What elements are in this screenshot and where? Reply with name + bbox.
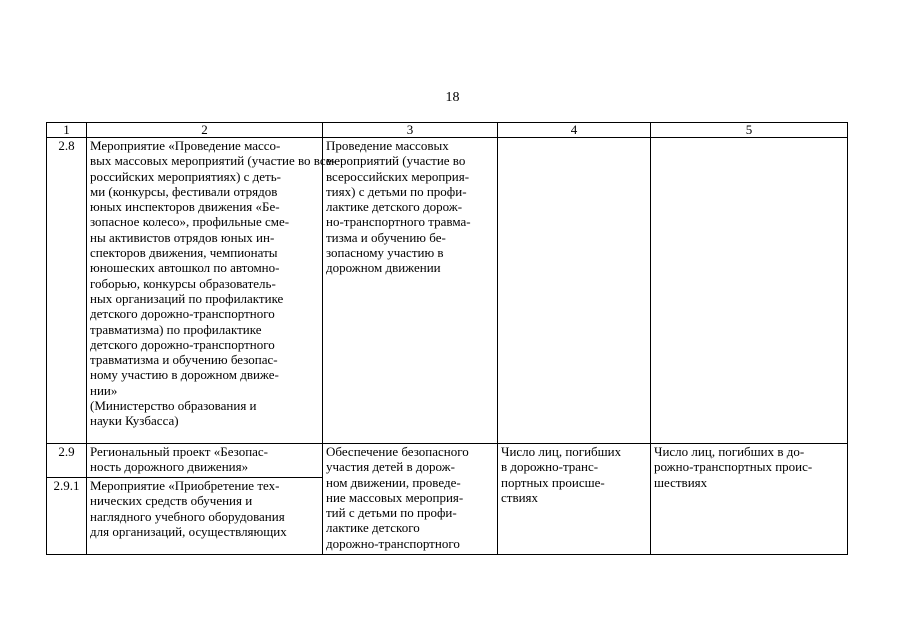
row-number: 2.9.1	[47, 478, 87, 555]
column-number-2: 2	[87, 123, 323, 138]
cell-text-line: наглядного учебного оборудования	[90, 508, 285, 524]
column-number-3: 3	[323, 123, 498, 138]
cell-text-line: участия детей в дорож-	[326, 459, 455, 475]
result-cell	[651, 138, 848, 444]
cell-text-line: ствиях	[501, 489, 539, 505]
cell-text-line: ных организаций по профилактике	[90, 290, 284, 306]
cell-text-line: Мероприятие «Проведение массо-	[90, 138, 281, 153]
indicator-cell	[498, 444, 651, 555]
cell-text-line: дорожном движении	[326, 260, 441, 276]
measure-cell	[87, 478, 323, 555]
table-row-2-9	[47, 444, 848, 478]
cell-text-line: зопасному участию в	[326, 245, 444, 261]
cell-text-line: Число лиц, погибших в до-	[654, 444, 805, 459]
cell-text-line: спекторов движения, чемпионаты	[90, 245, 278, 261]
cell-text-line: зопасное колесо», профильные сме-	[90, 214, 290, 230]
cell-text-line: юных инспекторов движения «Бе-	[90, 199, 280, 215]
cell-text-line: ному участию в дорожном движе-	[90, 367, 279, 383]
cell-text-line: дорожно-транспортного	[326, 535, 460, 551]
cell-text-line: Мероприятие «Приобретение тех-	[90, 478, 280, 493]
cell-text-line: но-транспортного травма-	[326, 214, 471, 230]
row-number: 2.8	[47, 138, 87, 444]
cell-text-line: Число лиц, погибших	[501, 444, 622, 459]
page-number: 18	[445, 90, 460, 105]
cell-text-line: тий с детьми по профи-	[326, 505, 457, 521]
cell-text-line: Проведение массовых	[326, 138, 449, 153]
cell-text-line: нии»	[90, 382, 118, 398]
cell-text-line: ми (конкурсы, фестивали отрядов	[90, 183, 278, 199]
cell-text-line: травматизма и обучению безопас-	[90, 352, 278, 368]
column-number-1: 1	[47, 123, 87, 138]
cell-text-line: лактике детского	[326, 520, 420, 536]
cell-text-line: всероссийских мероприя-	[326, 168, 470, 184]
table-row-2-8	[47, 138, 848, 444]
cell-text-line: портных происше-	[501, 474, 605, 490]
task-cell	[323, 138, 498, 444]
cell-text-line: тизма и обучению бе-	[326, 229, 446, 245]
cell-text-line: российских мероприятиях) с деть-	[90, 168, 282, 184]
cell-text-line: Обеспечение безопасного	[326, 444, 469, 459]
cell-text-line: ние массовых мероприя-	[326, 489, 464, 505]
cell-text-line: детского дорожно-транспортного	[90, 336, 275, 352]
cell-text-line: детского дорожно-транспортного	[90, 306, 275, 322]
cell-text-line: лактике детского дорож-	[326, 199, 463, 215]
cell-text-line: в дорожно-транс-	[501, 459, 599, 475]
table-header-row	[47, 123, 848, 138]
column-number-5: 5	[651, 123, 848, 138]
cell-text-line: рожно-транспортных проис-	[654, 459, 813, 475]
cell-text-line: для организаций, осуществляющих	[90, 523, 287, 539]
cell-text-line: науки Кузбасса)	[90, 413, 179, 429]
program-table	[46, 122, 848, 555]
cell-text-line: гоборью, конкурсы образователь-	[90, 275, 276, 291]
cell-text-line: травматизма) по профилактике	[90, 321, 262, 337]
task-cell	[323, 444, 498, 555]
project-cell	[87, 444, 323, 478]
measure-cell	[87, 138, 336, 444]
cell-text-line: Региональный проект «Безопас-	[90, 444, 269, 459]
cell-text-line: шествиях	[654, 474, 708, 490]
cell-text-line: ны активистов отрядов юных ин-	[90, 229, 275, 245]
cell-text-line: ном движении, проведе-	[326, 474, 461, 490]
cell-text-line: ность дорожного движения»	[90, 459, 249, 475]
cell-text-line: юношеских автошкол по автомно-	[90, 260, 280, 276]
cell-text-line: мероприятий (участие во	[326, 153, 466, 169]
row-number: 2.9	[47, 444, 87, 478]
cell-text-line: (Министерство образования и	[90, 398, 257, 414]
indicator-cell	[498, 138, 651, 444]
result-cell	[651, 444, 848, 555]
cell-text-line: тиях) с детьми по профи-	[326, 183, 467, 199]
cell-text-line: вых массовых мероприятий (участие во все-	[90, 153, 336, 169]
column-number-4: 4	[498, 123, 651, 138]
cell-text-line: нических средств обучения и	[90, 493, 253, 509]
